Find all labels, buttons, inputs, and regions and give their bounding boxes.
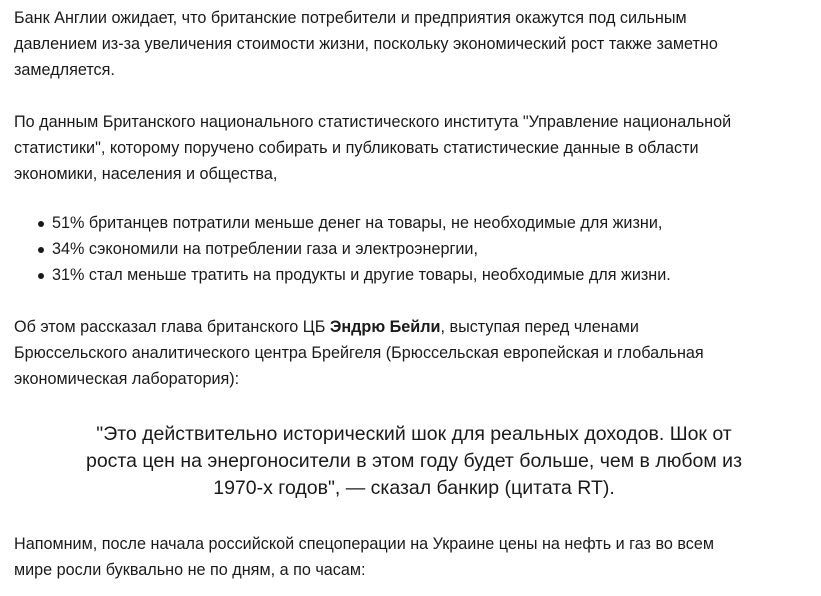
paragraph-reminder-line: Напомним, после начала российской спецоперации на Украине цены на нефть и газ во всем bbox=[14, 535, 715, 553]
paragraph-speaker-text: экономическая лаборатория): bbox=[14, 370, 240, 388]
paragraph-statistics-line: По данным Британского национального статистического института "Управление национальной bbox=[14, 113, 732, 131]
paragraph-intro bbox=[14, 5, 814, 83]
paragraph-intro-line: замедляется. bbox=[14, 61, 115, 79]
list-item bbox=[14, 236, 671, 262]
quote-line: роста цен на энергоносители в этом году будет больше, чем в любом из bbox=[85, 450, 743, 472]
bullet-icon bbox=[38, 221, 44, 227]
bullet-icon bbox=[38, 273, 44, 279]
paragraph-speaker-text: Об этом рассказал глава британского ЦБ bbox=[14, 318, 330, 336]
bullet-icon bbox=[38, 247, 44, 253]
paragraph-intro-line: давлением из-за увеличения стоимости жизни, поскольку экономический рост также заметно bbox=[14, 35, 718, 53]
paragraph-intro-line: Банк Англии ожидает, что британские потребители и предприятия окажутся под сильным bbox=[14, 9, 687, 27]
list-item-text: 34% сэкономили на потреблении газа и электроэнергии, bbox=[52, 240, 478, 258]
paragraph-statistics-source bbox=[14, 109, 814, 187]
paragraph-statistics-line: статистики", которому поручено собирать и публиковать статистические данные в области bbox=[14, 139, 699, 157]
paragraph-reminder bbox=[14, 531, 814, 583]
paragraph-reminder-line: мире росли буквально не по дням, а по часам: bbox=[14, 561, 366, 579]
quote-block bbox=[74, 421, 754, 502]
list-item-text: 51% британцев потратили меньше денег на товары, не необходимые для жизни, bbox=[52, 214, 663, 232]
list-item bbox=[14, 262, 671, 288]
paragraph-speaker-text: Брюссельского аналитического центра Брейгеля (Брюссельская европейская и глобальная bbox=[14, 344, 704, 362]
speaker-name: Эндрю Бейли bbox=[329, 318, 441, 336]
paragraph-statistics-line: экономики, населения и общества, bbox=[14, 165, 278, 183]
paragraph-speaker-text: , выступая перед членами bbox=[440, 318, 639, 336]
list-item bbox=[14, 210, 671, 236]
quote-line: "Это действительно исторический шок для реальных доходов. Шок от bbox=[96, 423, 732, 445]
list-item-text: 31% стал меньше тратить на продукты и другие товары, необходимые для жизни. bbox=[52, 266, 671, 284]
quote-line: 1970-х годов", — сказал банкир (цитата RT). bbox=[213, 477, 615, 499]
statistics-bullet-list bbox=[14, 210, 671, 288]
paragraph-speaker bbox=[14, 314, 814, 392]
